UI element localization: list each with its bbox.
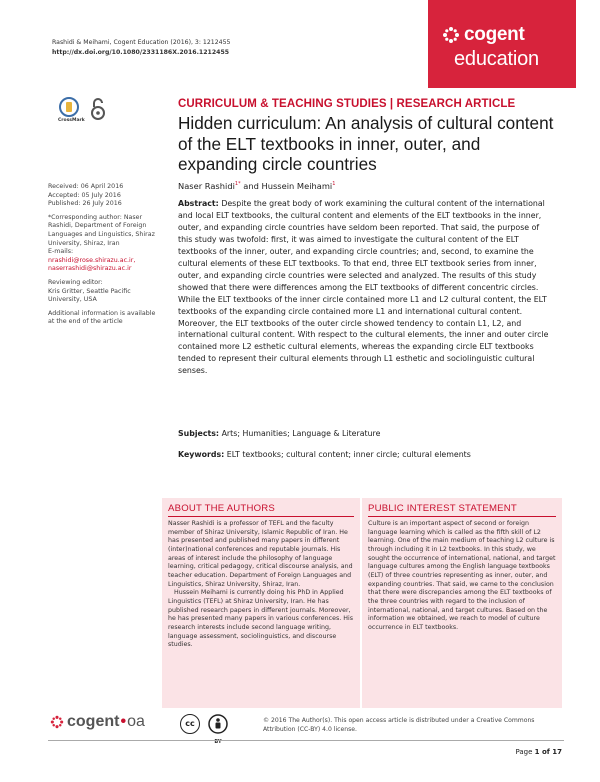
about-authors-heading: ABOUT THE AUTHORS [168, 503, 275, 514]
author-sup-1: 1* [234, 181, 241, 188]
cogent-oa-mark-icon [50, 715, 64, 729]
brand-word-cogent: cogent [464, 24, 525, 45]
doi-link[interactable]: http://dx.doi.org/10.1080/2331186X.2016.1212455 [52, 49, 230, 56]
cc-icon: cc [180, 714, 200, 734]
public-interest-text: Culture is an important aspect of second or foreign language learning which is called as the fifth skill of L2 learning. One of the main medium of teaching L2 culture is through including it in L2 textbooks. In this study, we sought the occurrence of international, national, and target language cultures among the English language textbooks (ELT) of three countries representing as inner, outer, and expanding countries. That said, we came to the conclusion that there were discrepancies among the ELT textbooks of the three countries with regard to the inclusion of international, national, and target cultures. Based on the information we obtained, we reach to model of culture occurrence in ELT textbooks. [368, 520, 556, 631]
email-link-2[interactable]: naserrashidi@shirazu.ac.ir [48, 265, 132, 273]
citation-line: Rashidi & Meihami, Cogent Education (2016), 3: 1212455 [52, 39, 231, 46]
abstract [178, 198, 554, 377]
crossmark-label: CrossMark [58, 118, 85, 123]
keywords-label: Keywords: [178, 450, 225, 459]
public-interest-heading: PUBLIC INTEREST STATEMENT [368, 503, 517, 514]
article-title: Hidden curriculum: An analysis of cultural content of the ELT textbooks in inner, outer, and expanding circle countries [178, 113, 554, 174]
corresponding-block [48, 214, 160, 274]
author-sup-2: 1 [332, 181, 336, 188]
running-header [52, 38, 230, 58]
abstract-text: Despite the great body of work examining the cultural content of the international and local ELT textbooks, the cultural content and elements of the ELT textbooks in the inner, outer, and expanding circle countries have seldom been reported. That said, the purpose of this study was twofold: first, it was aimed to investigate the cultural content of the ELT textbooks of the inner, outer, and expanding circle countries; and, second, to examine the cultural elements of these ELT textbooks. To that end, three ELT textbook series from inner, outer, and expanding circle countries were selected and analyzed. The results of this study showed that there were differences among the ELT textbooks of different concentric circles. While the ELT textbooks of the inner circle contained more L1 and L2 cultural content, the ELT textbooks of the expanding circle contained more L1 and international cultural content. Moreover, the ELT textbooks of the outer circle showed tendency to contain L1, L2, and international cultural content. With respect to the cultural elements, the inner and outer circle contained more L2 esthetic cultural elements, whereas the expanding circle ELT textbooks tended to represent their cultural elements through L1 esthetic and sociolinguistic cultural senses. [178, 199, 549, 376]
author-and: and [240, 181, 262, 191]
received-date: Received: 06 April 2016 [48, 183, 124, 190]
logo-word-oa: oa [127, 713, 145, 730]
article-badges [58, 97, 106, 123]
dates-block [48, 183, 160, 209]
crossmark-icon [59, 97, 79, 117]
reviewing-block [48, 279, 160, 305]
person-icon [208, 714, 228, 734]
article-kicker: CURRICULUM & TEACHING STUDIES | RESEARCH ARTICLE [178, 98, 516, 110]
cogent-oa-logo[interactable] [50, 713, 145, 731]
emails-label: E-mails: [48, 248, 74, 256]
article-sidebar [48, 183, 160, 332]
public-interest-rule [368, 516, 556, 517]
about-author-1: Nasser Rashidi is a professor of TEFL and the faculty member of Shiraz University, Islamic Republic of Iran. He has presented and published many papers in different (inter)national conferences and reputable journals. His areas of interest include the philosophy of language learning, critical pedagogy, critical discourse analysis, and teacher education. Department of Foreign Languages and Linguistics, Shiraz University, Shiraz, Iran. [168, 520, 353, 588]
about-author-2: Hussein Meihami is currently doing his PhD in Applied Linguistics (TEFL) at Shiraz University, Iran. He has published research papers in different journals. Moreover, he has presented many papers in various conferences. His research interests include second language writing, language assessment, sociolinguistics, and discourse studies. [168, 589, 354, 649]
cogent-mark-icon [442, 26, 460, 44]
public-interest-box [362, 498, 562, 708]
journal-brand-box[interactable] [428, 0, 576, 88]
brand-word-education: education [454, 48, 539, 70]
logo-dot: • [120, 713, 127, 730]
footer-rule [48, 740, 564, 741]
license-statement: © 2016 The Author(s). This open access article is distributed under a Creative Commons Attribution (CC-BY) 4.0 license. [263, 717, 535, 733]
by-label: BY [214, 739, 222, 745]
page-prefix: Page [515, 748, 535, 756]
keywords [178, 450, 471, 459]
author-name-1[interactable]: Naser Rashidi [178, 181, 235, 191]
journal-logo [442, 24, 524, 46]
reviewing-editor: Kris Gritter, Seattle Pacific University, USA [48, 287, 131, 304]
about-authors-rule [168, 516, 354, 517]
corresponding-author: *Corresponding author: Naser Rashidi, Department of Foreign Languages and Linguistics, Shiraz University, Shiraz, Iran [48, 213, 155, 247]
abstract-label: Abstract: [178, 199, 219, 208]
subjects [178, 429, 380, 438]
keywords-text: ELT textbooks; cultural content; inner circle; cultural elements [226, 450, 471, 459]
subjects-text: Arts; Humanities; Language & Literature [221, 429, 381, 438]
open-access-lock-icon [90, 97, 106, 121]
accepted-date: Accepted: 05 July 2016 [48, 191, 121, 199]
logo-word-cogent: cogent [67, 713, 120, 730]
reviewing-label: Reviewing editor: [48, 278, 103, 286]
emails [48, 248, 160, 274]
crossmark-badge[interactable] [58, 97, 85, 123]
page-number [515, 748, 562, 756]
published-date: Published: 26 July 2016 [48, 200, 122, 208]
page-count: 1 of 17 [534, 748, 562, 756]
about-authors-box [162, 498, 360, 708]
email-link-1[interactable]: nrashidi@rose.shirazu.ac.ir, [48, 256, 136, 264]
author-line [178, 181, 335, 191]
author-name-2[interactable]: Hussein Meihami [261, 181, 333, 191]
about-authors-text [168, 520, 356, 650]
additional-info: Additional information is available at the end of the article [48, 309, 156, 326]
subjects-label: Subjects: [178, 429, 220, 438]
